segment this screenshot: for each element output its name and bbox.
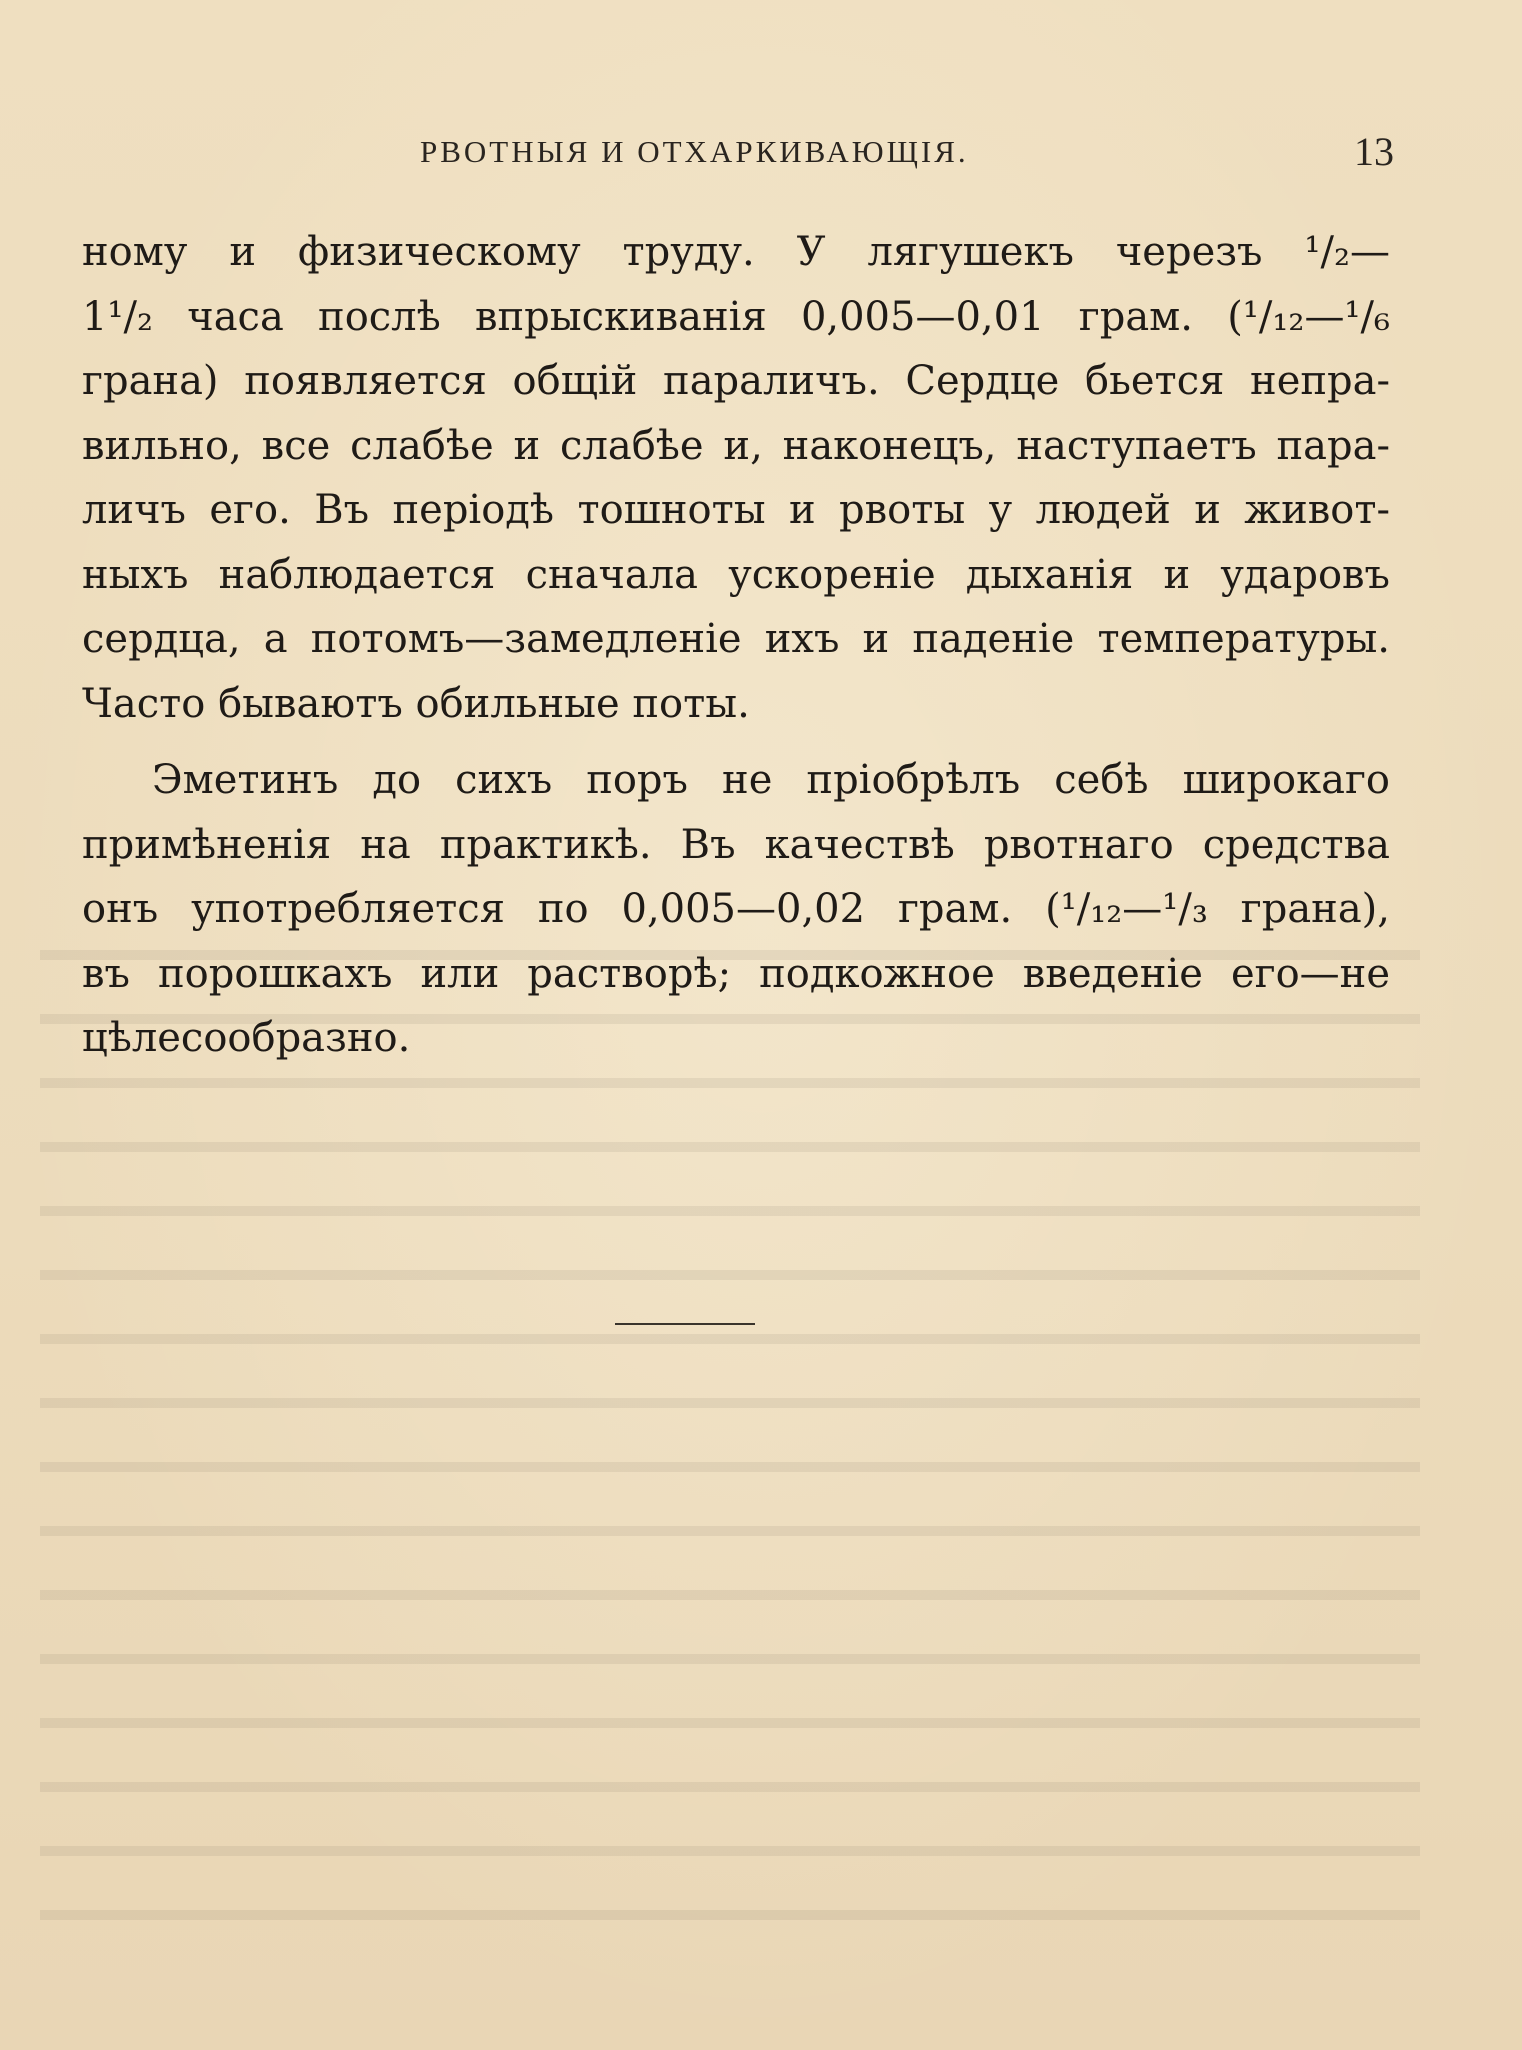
text-line: онъ употребляется по 0,005—0,02 грам. (¹/₁₂—¹/₃ грана), [82, 886, 1390, 932]
paragraph-2 [82, 748, 1390, 1071]
page-header [420, 128, 1420, 178]
page-number: 13 [1354, 129, 1394, 174]
text-line: сердца, а потомъ—замедленіе ихъ и паденіе температуры. [82, 616, 1390, 662]
body-text [82, 220, 1390, 1071]
text-line: ныхъ наблюдается сначала ускореніе дыханія и ударовъ [82, 551, 1390, 598]
text-line: цѣлесообразно. [82, 1015, 411, 1061]
text-line: грана) появляется общій параличъ. Сердце бьется непра- [82, 358, 1390, 404]
running-head: РВОТНЫЯ И ОТХАРКИВАЮЩІЯ. [420, 134, 969, 169]
text-line: Эметинъ до сихъ поръ не пріобрѣлъ себѣ широкаго [152, 757, 1390, 803]
text-line: примѣненія на практикѣ. Въ качествѣ рвотнаго средства [82, 821, 1390, 868]
text-line: 1¹/₂ часа послѣ впрыскиванія 0,005—0,01 грам. (¹/₁₂—¹/₆ [82, 293, 1390, 340]
text-line: личъ его. Въ періодѣ тошноты и рвоты у людей и живот- [82, 487, 1390, 533]
text-line: вильно, все слабѣе и слабѣе и, наконецъ, наступаетъ пара- [82, 422, 1390, 469]
text-line: въ порошкахъ или растворѣ; подкожное введеніе его—не [82, 950, 1390, 997]
text-line: ному и физическому труду. У лягушекъ черезъ ¹/₂— [82, 229, 1390, 275]
section-divider [615, 1323, 755, 1325]
paragraph-1 [82, 220, 1390, 736]
text-line: Часто бываютъ обильные поты. [82, 680, 750, 727]
